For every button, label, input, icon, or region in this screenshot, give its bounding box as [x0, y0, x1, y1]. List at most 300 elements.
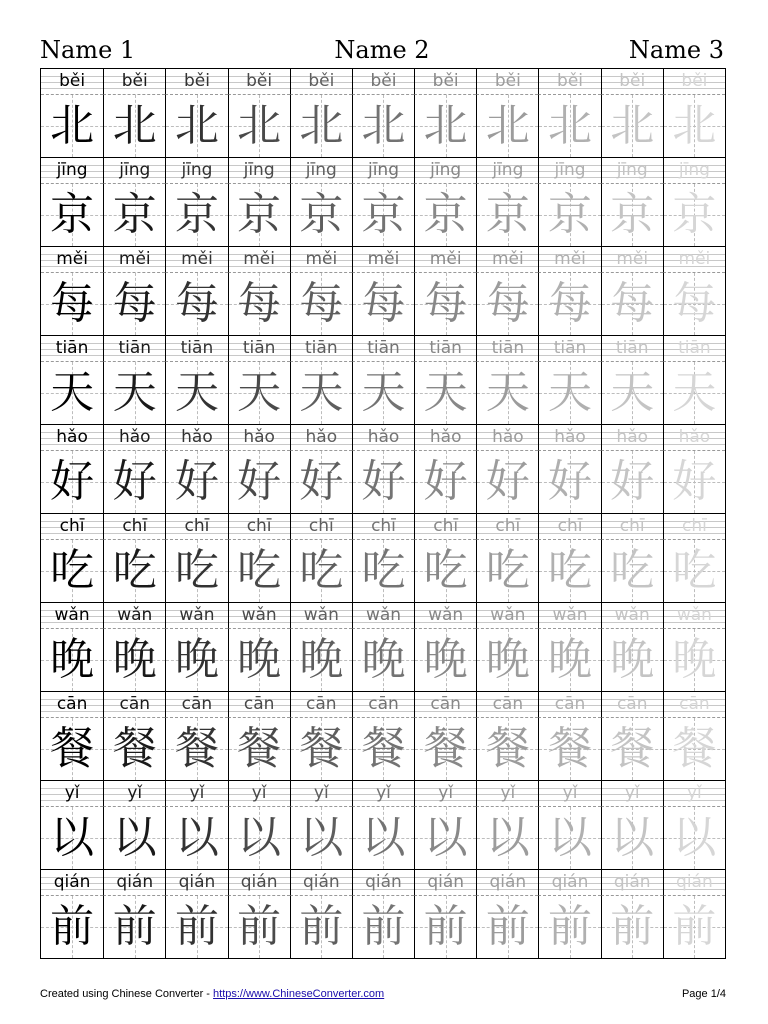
hanzi-character: 以: [174, 812, 219, 863]
pinyin-cell: [414, 514, 476, 540]
hanzi-cell: [103, 273, 165, 335]
hanzi-cell: [103, 896, 165, 958]
pinyin-text: yǐ: [500, 783, 516, 803]
hanzi-cell: [103, 540, 165, 602]
hanzi-cell: [165, 95, 227, 157]
hanzi-cell: [352, 451, 414, 513]
pinyin-text: cān: [306, 694, 337, 714]
hanzi-character: 晚: [50, 634, 95, 685]
pinyin-cell: [228, 69, 290, 95]
hanzi-cell: [414, 184, 476, 246]
pinyin-text: yǐ: [562, 783, 578, 803]
pinyin-text: běi: [432, 71, 459, 91]
hanzi-cell: [228, 718, 290, 780]
hanzi-character: 天: [485, 367, 530, 418]
hanzi-cell: [414, 896, 476, 958]
hanzi-cell: [476, 718, 538, 780]
pinyin-cell: [41, 603, 103, 629]
pinyin-cell: [538, 870, 600, 896]
pinyin-cell: [538, 514, 600, 540]
hanzi-row: [41, 896, 725, 958]
hanzi-character: 餐: [174, 723, 219, 774]
hanzi-row: [41, 95, 725, 158]
hanzi-cell: [663, 629, 725, 691]
pinyin-text: cān: [430, 694, 461, 714]
pinyin-text: cān: [492, 694, 524, 714]
hanzi-cell: [352, 273, 414, 335]
hanzi-character: 每: [237, 278, 282, 329]
hanzi-character: 餐: [112, 723, 157, 774]
hanzi-cell: [103, 184, 165, 246]
pinyin-text: cān: [616, 694, 648, 714]
pinyin-cell: [165, 514, 227, 540]
pinyin-cell: [290, 514, 352, 540]
pinyin-text: hǎo: [492, 427, 524, 447]
pinyin-text: chī: [681, 516, 707, 536]
hanzi-character: 晚: [299, 634, 344, 685]
pinyin-cell: [663, 603, 725, 629]
pinyin-text: qián: [676, 872, 713, 892]
pinyin-text: chī: [557, 516, 583, 536]
pinyin-text: jīng: [181, 160, 213, 180]
pinyin-row: [41, 247, 725, 273]
pinyin-cell: [476, 870, 538, 896]
hanzi-character: 好: [361, 456, 406, 507]
pinyin-text: qián: [53, 872, 91, 892]
pinyin-text: chī: [59, 516, 85, 536]
hanzi-character: 京: [174, 189, 219, 240]
pinyin-cell: [41, 870, 103, 896]
pinyin-cell: [414, 158, 476, 184]
pinyin-text: jīng: [243, 160, 275, 180]
hanzi-character: 以: [548, 812, 593, 863]
pinyin-cell: [165, 425, 227, 451]
pinyin-text: běi: [59, 71, 86, 91]
hanzi-cell: [103, 629, 165, 691]
hanzi-cell: [352, 896, 414, 958]
pinyin-cell: [663, 870, 725, 896]
hanzi-cell: [290, 184, 352, 246]
pinyin-text: měi: [429, 249, 462, 269]
pinyin-text: cān: [368, 694, 399, 714]
hanzi-character: 吃: [50, 545, 95, 596]
pinyin-cell: [228, 425, 290, 451]
pinyin-cell: [601, 425, 663, 451]
hanzi-cell: [663, 896, 725, 958]
pinyin-cell: [538, 781, 600, 807]
pinyin-text: tiān: [180, 338, 214, 358]
hanzi-character: 餐: [610, 723, 655, 774]
hanzi-cell: [290, 95, 352, 157]
pinyin-cell: [663, 158, 725, 184]
hanzi-character: 吃: [610, 545, 655, 596]
hanzi-character: 前: [672, 901, 717, 952]
pinyin-text: měi: [305, 249, 338, 269]
pinyin-text: wǎn: [614, 605, 650, 625]
hanzi-character: 京: [237, 189, 282, 240]
pinyin-cell: [103, 870, 165, 896]
hanzi-character: 以: [361, 812, 406, 863]
hanzi-cell: [476, 95, 538, 157]
hanzi-cell: [165, 184, 227, 246]
hanzi-cell: [41, 540, 103, 602]
pinyin-cell: [414, 603, 476, 629]
hanzi-character: 晚: [548, 634, 593, 685]
pinyin-cell: [414, 781, 476, 807]
hanzi-character: 好: [423, 456, 468, 507]
hanzi-row: [41, 184, 725, 247]
hanzi-cell: [414, 629, 476, 691]
pinyin-cell: [103, 158, 165, 184]
hanzi-character: 每: [610, 278, 655, 329]
hanzi-character: 京: [610, 189, 655, 240]
pinyin-text: qián: [613, 872, 651, 892]
hanzi-cell: [228, 540, 290, 602]
pinyin-cell: [601, 781, 663, 807]
hanzi-character: 天: [548, 367, 593, 418]
pinyin-cell: [290, 247, 352, 273]
pinyin-text: měi: [181, 249, 213, 269]
pinyin-text: měi: [367, 249, 400, 269]
hanzi-character: 以: [610, 812, 655, 863]
hanzi-character: 晚: [672, 634, 717, 685]
pinyin-row: [41, 781, 725, 807]
pinyin-cell: [476, 247, 538, 273]
hanzi-cell: [476, 184, 538, 246]
pinyin-cell: [290, 870, 352, 896]
hanzi-character: 吃: [423, 545, 468, 596]
hanzi-character: 晚: [485, 634, 530, 685]
pinyin-text: tiān: [305, 338, 338, 358]
pinyin-cell: [476, 514, 538, 540]
hanzi-cell: [538, 896, 600, 958]
pinyin-text: měi: [56, 249, 88, 269]
hanzi-cell: [228, 896, 290, 958]
pinyin-cell: [476, 158, 538, 184]
pinyin-cell: [228, 870, 290, 896]
hanzi-cell: [414, 718, 476, 780]
hanzi-cell: [228, 184, 290, 246]
pinyin-cell: [103, 69, 165, 95]
hanzi-cell: [352, 184, 414, 246]
hanzi-character: 北: [548, 100, 593, 151]
hanzi-character: 好: [237, 456, 282, 507]
pinyin-text: yǐ: [189, 783, 205, 803]
pinyin-text: cān: [56, 694, 88, 714]
hanzi-cell: [538, 451, 600, 513]
pinyin-text: yǐ: [687, 783, 702, 803]
pinyin-cell: [476, 69, 538, 95]
pinyin-row: [41, 425, 725, 451]
hanzi-character: 前: [174, 901, 219, 952]
pinyin-text: měi: [616, 249, 649, 269]
pinyin-text: chī: [122, 516, 148, 536]
pinyin-text: wǎn: [179, 605, 215, 625]
hanzi-character: 北: [174, 100, 219, 151]
pinyin-cell: [352, 870, 414, 896]
hanzi-row: [41, 807, 725, 870]
hanzi-cell: [290, 629, 352, 691]
hanzi-cell: [476, 540, 538, 602]
hanzi-character: 每: [485, 278, 530, 329]
pinyin-cell: [601, 603, 663, 629]
hanzi-character: 吃: [361, 545, 406, 596]
hanzi-row: [41, 629, 725, 692]
pinyin-cell: [103, 336, 165, 362]
hanzi-cell: [601, 95, 663, 157]
pinyin-cell: [352, 69, 414, 95]
hanzi-character: 北: [50, 100, 95, 151]
hanzi-cell: [601, 807, 663, 869]
pinyin-text: qián: [427, 872, 465, 892]
hanzi-row: [41, 273, 725, 336]
hanzi-cell: [476, 362, 538, 424]
pinyin-text: měi: [678, 249, 711, 269]
hanzi-character: 天: [50, 367, 95, 418]
hanzi-cell: [165, 273, 227, 335]
hanzi-cell: [103, 95, 165, 157]
pinyin-text: chī: [308, 516, 334, 536]
pinyin-cell: [290, 69, 352, 95]
hanzi-cell: [41, 629, 103, 691]
pinyin-cell: [290, 781, 352, 807]
hanzi-cell: [663, 95, 725, 157]
hanzi-cell: [290, 718, 352, 780]
hanzi-cell: [538, 184, 600, 246]
pinyin-cell: [538, 603, 600, 629]
pinyin-cell: [103, 425, 165, 451]
hanzi-character: 天: [672, 367, 717, 418]
pinyin-cell: [41, 247, 103, 273]
hanzi-character: 京: [672, 189, 717, 240]
pinyin-text: tiān: [242, 338, 276, 358]
hanzi-character: 前: [299, 901, 344, 952]
footer-link[interactable]: https://www.ChineseConverter.com: [213, 988, 385, 1000]
pinyin-text: cān: [181, 694, 213, 714]
hanzi-cell: [414, 451, 476, 513]
pinyin-text: měi: [243, 249, 275, 269]
pinyin-text: yǐ: [251, 783, 267, 803]
pinyin-text: wǎn: [365, 605, 402, 625]
pinyin-cell: [663, 514, 725, 540]
hanzi-character: 天: [610, 367, 655, 418]
pinyin-text: chī: [433, 516, 459, 536]
pinyin-text: wǎn: [54, 605, 90, 625]
hanzi-character: 前: [548, 901, 593, 952]
hanzi-cell: [228, 95, 290, 157]
pinyin-cell: [601, 69, 663, 95]
hanzi-cell: [538, 807, 600, 869]
hanzi-cell: [538, 273, 600, 335]
hanzi-cell: [165, 807, 227, 869]
hanzi-character: 好: [548, 456, 593, 507]
pinyin-text: běi: [494, 71, 521, 91]
pinyin-cell: [414, 692, 476, 718]
hanzi-character: 北: [237, 100, 282, 151]
hanzi-character: 北: [299, 100, 344, 151]
pinyin-cell: [290, 692, 352, 718]
pinyin-text: hǎo: [616, 427, 649, 447]
hanzi-character: 天: [361, 367, 406, 418]
pinyin-text: qián: [551, 872, 589, 892]
page-number: Page 1/4: [681, 988, 726, 1000]
hanzi-cell: [352, 807, 414, 869]
hanzi-cell: [290, 896, 352, 958]
pinyin-row: [41, 69, 725, 95]
pinyin-cell: [414, 69, 476, 95]
hanzi-cell: [103, 718, 165, 780]
hanzi-character: 以: [672, 812, 717, 863]
pinyin-cell: [165, 69, 227, 95]
pinyin-cell: [663, 336, 725, 362]
hanzi-cell: [601, 896, 663, 958]
pinyin-text: wǎn: [490, 605, 526, 625]
pinyin-cell: [41, 514, 103, 540]
pinyin-text: hǎo: [367, 427, 400, 447]
hanzi-cell: [601, 451, 663, 513]
pinyin-cell: [290, 158, 352, 184]
pinyin-cell: [538, 425, 600, 451]
pinyin-cell: [103, 692, 165, 718]
hanzi-cell: [165, 629, 227, 691]
hanzi-character: 晚: [174, 634, 219, 685]
pinyin-text: tiān: [491, 338, 525, 358]
hanzi-cell: [41, 807, 103, 869]
hanzi-character: 吃: [672, 545, 717, 596]
hanzi-character: 京: [299, 189, 344, 240]
pinyin-cell: [414, 870, 476, 896]
footer-created-text: Created using Chinese Converter -: [40, 988, 214, 1000]
pinyin-cell: [663, 69, 725, 95]
hanzi-character: 好: [299, 456, 344, 507]
hanzi-character: 前: [485, 901, 530, 952]
pinyin-text: hǎo: [118, 427, 151, 447]
hanzi-character: 前: [423, 901, 468, 952]
pinyin-text: tiān: [55, 338, 89, 358]
pinyin-cell: [228, 158, 290, 184]
hanzi-cell: [663, 718, 725, 780]
pinyin-cell: [41, 336, 103, 362]
hanzi-cell: [41, 896, 103, 958]
hanzi-cell: [228, 629, 290, 691]
pinyin-cell: [601, 692, 663, 718]
hanzi-cell: [538, 540, 600, 602]
hanzi-character: 每: [672, 278, 717, 329]
hanzi-character: 以: [50, 812, 95, 863]
pinyin-text: běi: [619, 71, 646, 91]
hanzi-character: 前: [610, 901, 655, 952]
hanzi-cell: [663, 184, 725, 246]
hanzi-cell: [41, 451, 103, 513]
hanzi-cell: [228, 362, 290, 424]
hanzi-character: 好: [485, 456, 530, 507]
pinyin-cell: [538, 158, 600, 184]
hanzi-cell: [414, 273, 476, 335]
hanzi-cell: [41, 718, 103, 780]
pinyin-cell: [352, 603, 414, 629]
hanzi-cell: [352, 95, 414, 157]
pinyin-cell: [103, 247, 165, 273]
hanzi-cell: [290, 362, 352, 424]
hanzi-character: 以: [299, 812, 344, 863]
hanzi-cell: [476, 807, 538, 869]
pinyin-text: hǎo: [305, 427, 338, 447]
pinyin-text: chī: [619, 516, 645, 536]
hanzi-cell: [103, 807, 165, 869]
hanzi-character: 每: [423, 278, 468, 329]
hanzi-character: 餐: [50, 723, 95, 774]
hanzi-cell: [228, 451, 290, 513]
pinyin-text: wǎn: [428, 605, 464, 625]
pinyin-text: jīng: [305, 160, 337, 180]
pinyin-text: wǎn: [303, 605, 339, 625]
hanzi-character: 每: [112, 278, 157, 329]
hanzi-cell: [601, 540, 663, 602]
pinyin-row: [41, 514, 725, 540]
pinyin-cell: [165, 692, 227, 718]
hanzi-cell: [41, 273, 103, 335]
hanzi-cell: [601, 629, 663, 691]
pinyin-text: jīng: [56, 160, 88, 180]
hanzi-cell: [41, 95, 103, 157]
hanzi-character: 好: [174, 456, 219, 507]
pinyin-cell: [601, 336, 663, 362]
hanzi-character: 前: [112, 901, 157, 952]
hanzi-character: 好: [50, 456, 95, 507]
pinyin-text: yǐ: [438, 783, 454, 803]
pinyin-cell: [663, 247, 725, 273]
pinyin-text: qián: [489, 872, 527, 892]
hanzi-character: 京: [112, 189, 157, 240]
hanzi-character: 北: [610, 100, 655, 151]
pinyin-row: [41, 870, 725, 896]
pinyin-cell: [165, 781, 227, 807]
hanzi-row: [41, 362, 725, 425]
hanzi-row: [41, 540, 725, 603]
hanzi-character: 北: [112, 100, 157, 151]
hanzi-cell: [601, 362, 663, 424]
pinyin-row: [41, 336, 725, 362]
pinyin-cell: [103, 781, 165, 807]
hanzi-cell: [228, 807, 290, 869]
hanzi-cell: [165, 718, 227, 780]
hanzi-cell: [290, 451, 352, 513]
pinyin-cell: [538, 336, 600, 362]
pinyin-cell: [228, 603, 290, 629]
hanzi-character: 每: [50, 278, 95, 329]
pinyin-cell: [228, 247, 290, 273]
hanzi-cell: [601, 718, 663, 780]
pinyin-text: qián: [116, 872, 154, 892]
pinyin-text: jīng: [430, 160, 462, 180]
pinyin-text: wǎn: [241, 605, 277, 625]
pinyin-cell: [476, 781, 538, 807]
hanzi-cell: [165, 451, 227, 513]
pinyin-row: [41, 692, 725, 718]
hanzi-cell: [414, 362, 476, 424]
pinyin-text: chī: [495, 516, 521, 536]
pinyin-cell: [601, 158, 663, 184]
hanzi-character: 餐: [548, 723, 593, 774]
pinyin-text: měi: [491, 249, 524, 269]
hanzi-character: 京: [50, 189, 95, 240]
pinyin-cell: [663, 692, 725, 718]
pinyin-cell: [352, 425, 414, 451]
pinyin-text: jīng: [119, 160, 151, 180]
pinyin-row: [41, 158, 725, 184]
pinyin-cell: [414, 425, 476, 451]
hanzi-character: 以: [112, 812, 157, 863]
